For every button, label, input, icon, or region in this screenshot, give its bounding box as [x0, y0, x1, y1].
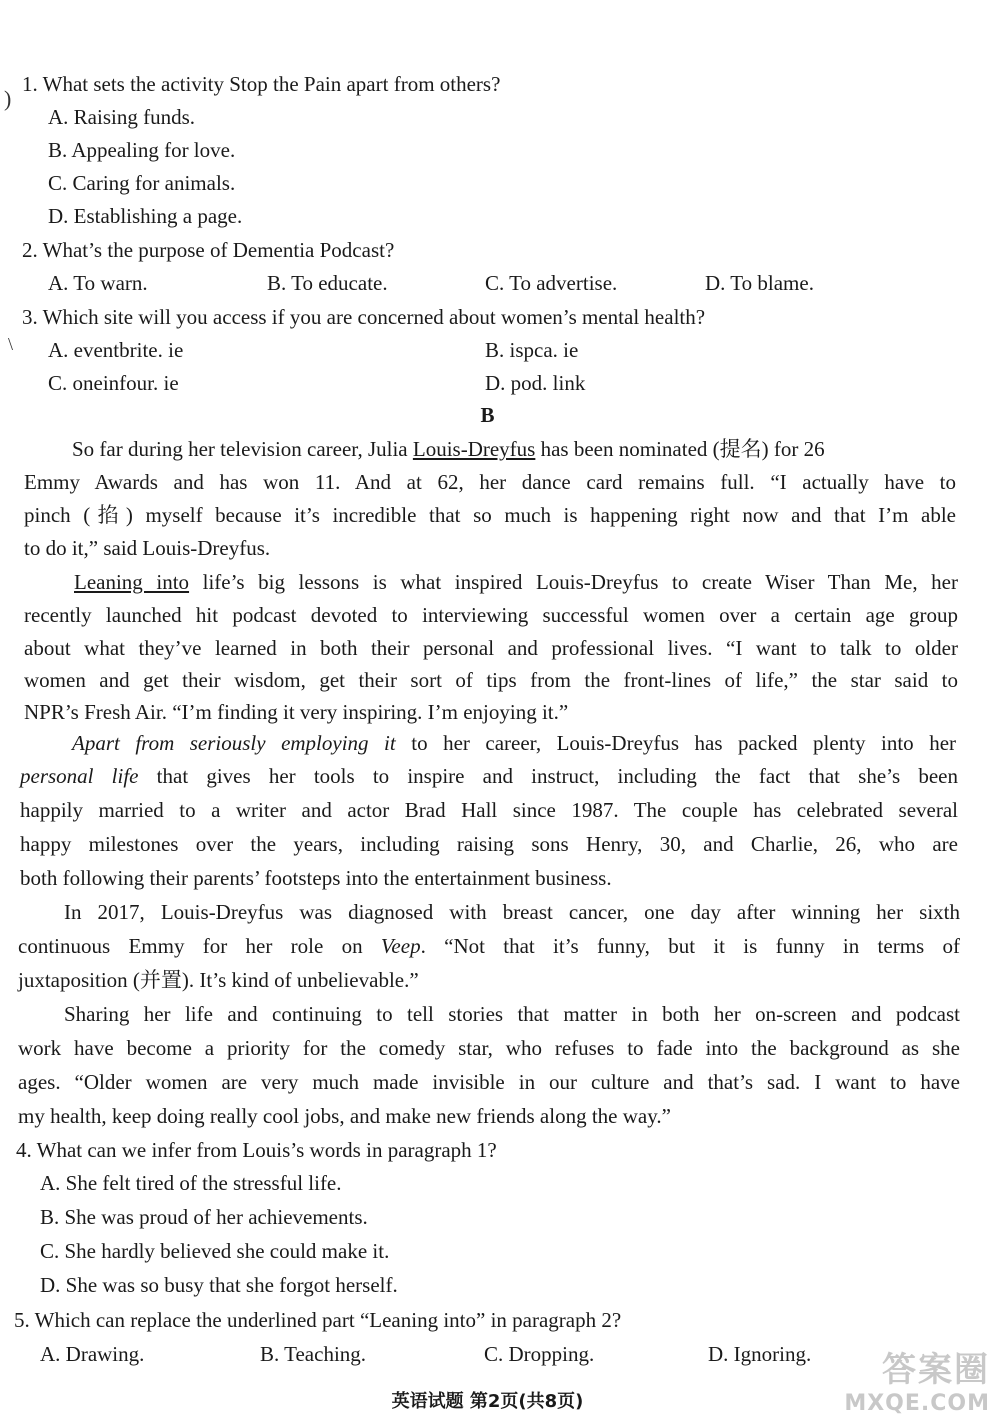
- passage-p2-line-4: women and get their wisdom, get their sort of tips from the front-lines of life,” the star said to: [24, 668, 958, 692]
- passage-p2-line-2: recently launched hit podcast devoted to interviewing successful women over a certain age group: [24, 603, 958, 627]
- passage-p5-line-4: my health, keep doing really cool jobs, and make new friends along the way.”: [18, 1104, 671, 1128]
- question-1-option-c: C. Caring for animals.: [48, 171, 236, 195]
- question-5-option-b: B. Teaching.: [260, 1342, 367, 1366]
- question-1-stem: 1. What sets the activity Stop the Pain apart from others?: [22, 72, 501, 96]
- question-5-stem: 5. Which can replace the underlined part “Leaning into” in paragraph 2?: [14, 1308, 622, 1332]
- passage-p3-line-5: both following their parents’ footsteps into the entertainment business.: [20, 866, 612, 890]
- question-3-option-a: A. eventbrite. ie: [48, 338, 184, 362]
- question-5-option-c: C. Dropping.: [484, 1342, 595, 1366]
- passage-p1-line-2: Emmy Awards and has won 11. And at 62, her dance card remains full. “I actually have to: [24, 470, 956, 494]
- question-1-option-a: A. Raising funds.: [48, 105, 195, 129]
- passage-p1-line-3: pinch (掐) myself because it’s incredible that so much is happening right now and that I’m able: [24, 503, 956, 527]
- question-3-option-b: B. ispca. ie: [485, 338, 579, 362]
- passage-p3-line-4: happy milestones over the years, including raising sons Henry, 30, and Charlie, 26, who are: [20, 832, 958, 856]
- question-3-stem: 3. Which site will you access if you are concerned about women’s mental health?: [22, 305, 706, 329]
- question-4-option-c: C. She hardly believed she could make it.: [40, 1239, 390, 1263]
- question-2-option-a: A. To warn.: [48, 271, 148, 295]
- question-5-option-d: D. Ignoring.: [708, 1342, 812, 1366]
- question-1-option-b: B. Appealing for love.: [48, 138, 236, 162]
- question-2-stem: 2. What’s the purpose of Dementia Podcast?: [22, 238, 395, 262]
- question-2-option-d: D. To blame.: [705, 271, 814, 295]
- passage-p3-line-2: personal life that gives her tools to inspire and instruct, including the fact that she’s been: [20, 764, 958, 788]
- passage-p5-line-2: work have become a priority for the comedy star, who refuses to fade into the background as she: [18, 1036, 960, 1060]
- watermark-url: MXQE.COM: [844, 1391, 990, 1416]
- question-4-option-b: B. She was proud of her achievements.: [40, 1205, 368, 1229]
- page-footer: 英语试题 第2页(共8页): [391, 1391, 584, 1412]
- passage-p2-line-3: about what they’ve learned in both their personal and professional lives. “I want to talk to older: [24, 636, 958, 660]
- question-2-option-c: C. To advertise.: [485, 271, 618, 295]
- passage-p2-line-1: Leaning into life’s big lessons is what inspired Louis-Dreyfus to create Wiser Than Me, her: [74, 570, 958, 594]
- watermark-logo-text: 答案圈: [882, 1350, 990, 1390]
- question-4-option-d: D. She was so busy that she forgot herself.: [40, 1273, 398, 1297]
- margin-mark: ): [4, 86, 12, 111]
- section-b-title: B: [480, 403, 495, 427]
- question-5-option-a: A. Drawing.: [40, 1342, 145, 1366]
- passage-p2-line-5: NPR’s Fresh Air. “I’m finding it very inspiring. I’m enjoying it.”: [24, 700, 569, 724]
- passage-p5-line-1: Sharing her life and continuing to tell stories that matter in both her on-screen and podcast: [64, 1002, 960, 1026]
- passage-p4-line-2: continuous Emmy for her role on Veep. “Not that it’s funny, but it is funny in terms of: [18, 934, 960, 958]
- margin-mark: \: [8, 334, 14, 354]
- question-1-option-d: D. Establishing a page.: [48, 204, 243, 228]
- passage-p5-line-3: ages. “Older women are very much made invisible in our culture and that’s sad. I want to have: [18, 1070, 960, 1094]
- passage-p1-line-4: to do it,” said Louis-Dreyfus.: [24, 536, 271, 560]
- question-3-option-c: C. oneinfour. ie: [48, 371, 179, 395]
- watermark: [844, 1342, 990, 1416]
- question-3-option-d: D. pod. link: [485, 371, 586, 395]
- question-4-stem: 4. What can we infer from Louis’s words in paragraph 1?: [16, 1138, 497, 1162]
- question-2-option-b: B. To educate.: [267, 271, 388, 295]
- question-4-option-a: A. She felt tired of the stressful life.: [40, 1171, 342, 1195]
- passage-p4-line-1: In 2017, Louis-Dreyfus was diagnosed with breast cancer, one day after winning her sixth: [64, 900, 960, 924]
- passage-p3-line-1: Apart from seriously employing it to her career, Louis-Dreyfus has packed plenty into her: [72, 731, 957, 755]
- passage-p1-line-1: So far during her television career, Julia Louis-Dreyfus has been nominated (提名) for 26: [72, 437, 825, 461]
- underlined-phrase: Leaning into: [74, 570, 190, 594]
- passage-p3-line-3: happily married to a writer and actor Brad Hall since 1987. The couple has celebrated several: [20, 798, 958, 822]
- passage-p4-line-3: juxtaposition (并置). It’s kind of unbelievable.”: [18, 968, 419, 992]
